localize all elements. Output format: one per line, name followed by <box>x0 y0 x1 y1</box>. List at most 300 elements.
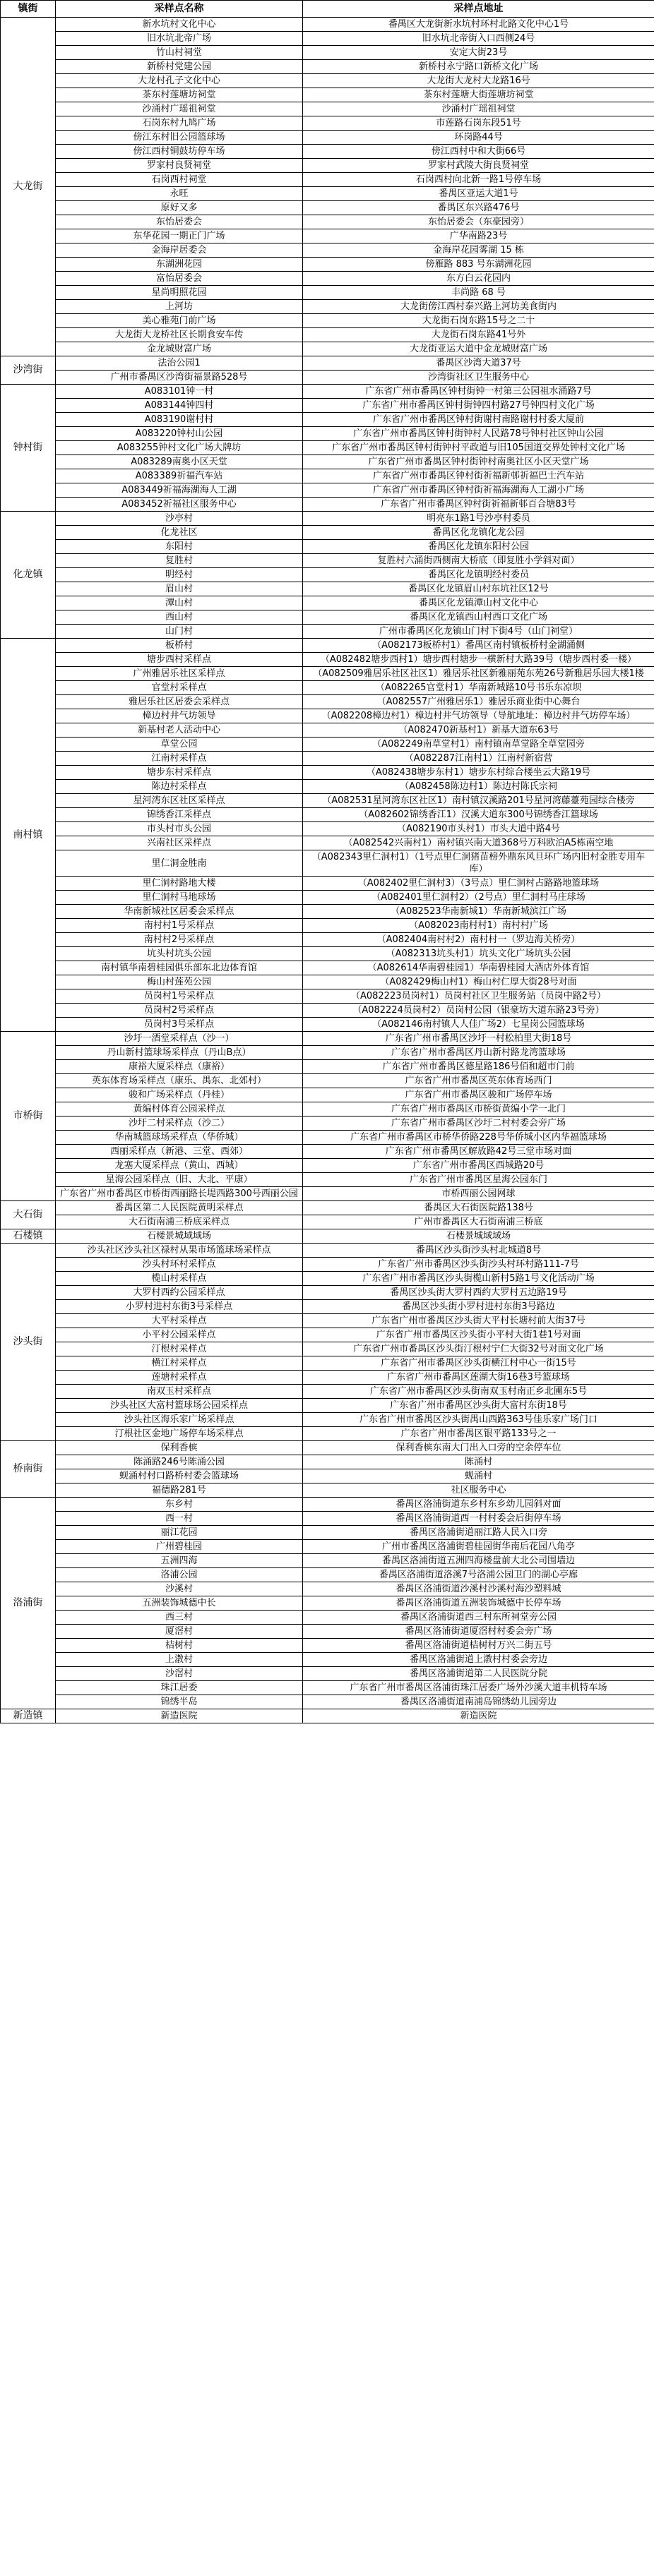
table-row <box>1 639 654 653</box>
table-row <box>1 695 654 709</box>
table-row <box>1 187 654 201</box>
site-address-cell: 番禺区化龙镇西山村西口文化广场 <box>303 610 654 625</box>
site-address-cell: 番禺区化龙镇东阳村公园 <box>303 540 654 554</box>
site-address-cell: 广东省广州市番禺区沙头街禺山西路363号佳乐家广场门口 <box>303 1413 654 1427</box>
site-name-cell: A083220钟村山公园 <box>56 427 303 441</box>
site-address-cell: （A082401里仁洞村2）（2号点）里仁洞村马庄球场 <box>303 891 654 905</box>
site-address-cell: 广东省广州市番禺区解放路42号三堂市场对面 <box>303 1145 654 1159</box>
site-address-cell: 番禺区沙头街沙头村北城道8号 <box>303 1244 654 1258</box>
site-name-cell: 永旺 <box>56 187 303 201</box>
site-address-cell: （A082531星河湾东区社区1）南村镇汉溪路201号星河湾藤薹苑园综合楼旁 <box>303 794 654 808</box>
site-address-cell: 番禺区洛浦街道东乡村东乡幼儿园斜对面 <box>303 1498 654 1512</box>
site-name-cell: 法治公园1 <box>56 356 303 371</box>
town-cell: 洛浦街 <box>1 1498 56 1709</box>
site-name-cell: 草堂公园 <box>56 738 303 752</box>
site-address-cell: 广东省广州市番禺区市桥华侨路228号华侨城小区内华福篮球场 <box>303 1131 654 1145</box>
table-row <box>1 1526 654 1540</box>
table-row <box>1 512 654 526</box>
town-cell: 钟村街 <box>1 385 56 512</box>
site-address-cell: 大龙街石岗东路15号之二十 <box>303 314 654 328</box>
site-name-cell: 明经村 <box>56 568 303 582</box>
town-cell: 沙头街 <box>1 1244 56 1441</box>
site-address-cell: 市莲路石岗东段51号 <box>303 116 654 131</box>
town-cell: 沙湾街 <box>1 356 56 385</box>
site-name-cell: 傍江东村旧公园篮球场 <box>56 131 303 145</box>
table-body <box>1 18 654 1723</box>
site-name-cell: A083452祈福社区服务中心 <box>56 498 303 512</box>
table-row <box>1 709 654 723</box>
site-address-cell: 广华南路23号 <box>303 229 654 243</box>
table-row <box>1 427 654 441</box>
site-name-cell: 小平村公园采样点 <box>56 1328 303 1342</box>
table-row <box>1 1088 654 1102</box>
table-row <box>1 1498 654 1512</box>
town-cell: 市桥街 <box>1 1032 56 1201</box>
site-name-cell: 番禺区第二人民医院黄明采样点 <box>56 1201 303 1215</box>
table-row <box>1 159 654 173</box>
site-name-cell: 沙溪村 <box>56 1582 303 1596</box>
site-address-cell: 保利香槟东南大门出入口旁的空余停车位 <box>303 1441 654 1455</box>
table-row <box>1 18 654 32</box>
table-row <box>1 286 654 300</box>
site-address-cell: 广东省广州市番禺区英东体育场西门 <box>303 1074 654 1088</box>
site-address-cell: （A082557广州雅居乐1）雅居乐商业街中心舞台 <box>303 695 654 709</box>
table-row <box>1 102 654 116</box>
site-address-cell: 番禺区洛浦街道第二人民医院分院 <box>303 1667 654 1681</box>
site-name-cell: 沙头社区海乐家广场采样点 <box>56 1413 303 1427</box>
site-address-cell: 番禺区化龙镇化龙公园 <box>303 526 654 540</box>
site-name-cell: 锦绣半岛 <box>56 1695 303 1709</box>
site-address-cell: 广东省广州市番禺区沙头街大富村东街18号 <box>303 1399 654 1413</box>
site-address-cell: （A082190市头村1）市头大道中路4号 <box>303 822 654 836</box>
table-row <box>1 88 654 102</box>
site-address-cell: 番禺区化龙镇眉山村东坑社区12号 <box>303 582 654 596</box>
site-address-cell: 广东省广州市番禺区钟村街谢村南路谢村村委大厦前 <box>303 413 654 427</box>
site-name-cell: 西三村 <box>56 1611 303 1625</box>
site-address-cell: 旧水坑北帝街入口西侧24号 <box>303 32 654 46</box>
site-name-cell: 西丽采样点（新港、三堂、西郊） <box>56 1145 303 1159</box>
table-row <box>1 723 654 738</box>
site-address-cell: 广东省广州市番禺区西城路20号 <box>303 1159 654 1173</box>
site-name-cell: 新基村老人活动中心 <box>56 723 303 738</box>
table-row <box>1 780 654 794</box>
table-row <box>1 1102 654 1117</box>
table-row <box>1 469 654 483</box>
site-name-cell: 兴南社区采样点 <box>56 836 303 850</box>
table-row <box>1 243 654 258</box>
site-address-cell: 市桥西丽公园网球 <box>303 1187 654 1201</box>
site-name-cell: 星河湾东区社区采样点 <box>56 794 303 808</box>
site-name-cell: 华南城篮球场采样点（华侨城） <box>56 1131 303 1145</box>
site-name-cell: 汀根村采样点 <box>56 1342 303 1356</box>
site-address-cell: 广东省广州市番禺区钟村街钟村人民路78号钟村社区钟山公园 <box>303 427 654 441</box>
site-name-cell: 富怡居委会 <box>56 272 303 286</box>
site-address-cell: 广东省广州市番禺区丹山新村路龙湾篮球场 <box>303 1046 654 1060</box>
site-name-cell: 沙圩二村采样点（沙二） <box>56 1117 303 1131</box>
site-address-cell: 罗家村武陵大街良贤祠堂 <box>303 159 654 173</box>
site-address-cell: （A082287江南村1）江南村新宿营 <box>303 752 654 766</box>
site-address-cell: （A082313坑头村1）坑头文化广场坑头公园 <box>303 947 654 961</box>
site-name-cell: 星海公园采样点（旧、大北、平康） <box>56 1173 303 1187</box>
table-row <box>1 498 654 512</box>
table-row <box>1 258 654 272</box>
header-town: 镇街 <box>1 1 56 18</box>
site-name-cell: 康裕大厦采样点（康裕） <box>56 1060 303 1074</box>
site-address-cell: 大龙街大龙村大龙路16号 <box>303 74 654 88</box>
site-name-cell: 员岗村1号采样点 <box>56 989 303 1004</box>
table-header-row <box>1 1 654 18</box>
site-name-cell: A083101钟一村 <box>56 385 303 399</box>
site-name-cell: 珠江居委 <box>56 1681 303 1695</box>
site-name-cell: 沙头社区沙头社区禄村从果市场篮球场采样点 <box>56 1244 303 1258</box>
site-address-cell: 番禺区洛浦街道上漖村村委会旁边 <box>303 1653 654 1667</box>
table-row <box>1 681 654 695</box>
site-address-cell: 广州市番禺区大石街南浦三桥底 <box>303 1215 654 1229</box>
site-name-cell: 黄编村体育公园采样点 <box>56 1102 303 1117</box>
site-name-cell: 里仁洞村马地球场 <box>56 891 303 905</box>
site-address-cell: 番禺区洛浦街道西一村村委会后街停车场 <box>303 1512 654 1526</box>
table-row <box>1 1483 654 1498</box>
site-address-cell: 番禺区洛浦街道洛溪7号洛浦公园卫门的湖心亭廊 <box>303 1568 654 1582</box>
site-address-cell: （A082523华南新城1）华南新城滨江广场 <box>303 905 654 919</box>
site-address-cell: 番禺区沙湾大道37号 <box>303 356 654 371</box>
site-name-cell: 厦滘村 <box>56 1625 303 1639</box>
site-address-cell: （A082602锦绣香江1）汉溪大道东300号锦绣香江篮球场 <box>303 808 654 822</box>
town-cell: 大龙街 <box>1 18 56 356</box>
site-address-cell: 广东省广州市番禺区钟村街祈福新邨祈福巴士汽车站 <box>303 469 654 483</box>
site-address-cell: 大龙街傍江西村泰兴路上河坊美食街内 <box>303 300 654 314</box>
table-row <box>1 385 654 399</box>
table-row <box>1 1145 654 1159</box>
site-address-cell: 广东省广州市番禺区钟村街钟四村路27号钟四村文化广场 <box>303 399 654 413</box>
site-name-cell: A083449祈福海湖海人工湖 <box>56 483 303 498</box>
site-address-cell: 番禺区洛浦街道五洲四海楼盘前大北公司围墙边 <box>303 1554 654 1568</box>
site-name-cell: 南村村2号采样点 <box>56 933 303 947</box>
site-address-cell: 傍江西村中和大街66号 <box>303 145 654 159</box>
table-row <box>1 272 654 286</box>
site-name-cell: A083190谢村村 <box>56 413 303 427</box>
site-address-cell: （A082265官堂村1）华南新城路10号书乐东凉坝 <box>303 681 654 695</box>
site-address-cell: 番禺区亚运大道1号 <box>303 187 654 201</box>
table-row <box>1 215 654 229</box>
site-name-cell: 眉山村 <box>56 582 303 596</box>
site-name-cell: 五洲四海 <box>56 1554 303 1568</box>
site-name-cell: 南双玉村采样点 <box>56 1385 303 1399</box>
site-name-cell: 沙头村环村采样点 <box>56 1258 303 1272</box>
site-address-cell: 东方白云花园内 <box>303 272 654 286</box>
site-address-cell: 大龙街亚运大道中金龙城财富广场 <box>303 342 654 356</box>
table-row <box>1 173 654 187</box>
table-row <box>1 1018 654 1032</box>
table-row <box>1 1229 654 1244</box>
site-name-cell: 复胜村 <box>56 554 303 568</box>
site-name-cell: 金海岸居委会 <box>56 243 303 258</box>
site-name-cell: 沙涌村广瑶祖祠堂 <box>56 102 303 116</box>
site-name-cell: 大罗村西约公园采样点 <box>56 1286 303 1300</box>
table-row <box>1 975 654 989</box>
site-name-cell: 大石街南浦三桥底采样点 <box>56 1215 303 1229</box>
site-name-cell: 骏和广场采样点（丹桂） <box>56 1088 303 1102</box>
table-row <box>1 738 654 752</box>
table-row <box>1 356 654 371</box>
site-name-cell: 里仁洞金胜南 <box>56 850 303 877</box>
table-row <box>1 1173 654 1187</box>
site-address-cell: 丰尚路 68 号 <box>303 286 654 300</box>
table-row <box>1 1046 654 1060</box>
site-address-cell: 傍雁路 883 号东湖洲花园 <box>303 258 654 272</box>
site-address-cell: （A082509雅居乐社区社区1）雅居乐社区新雅丽苑东苑26号新雅居乐园大楼1楼 <box>303 667 654 681</box>
site-address-cell: 广东省广州市番禺区洛浦街珠江居委广场外沙溪大道丰机特车场 <box>303 1681 654 1695</box>
table-row <box>1 1328 654 1342</box>
table-row <box>1 905 654 919</box>
site-address-cell: 番禺区洛浦街道沙溪村沙溪村海沙塑料城 <box>303 1582 654 1596</box>
table-row <box>1 933 654 947</box>
table-row <box>1 145 654 159</box>
site-name-cell: 罗家村良贤祠堂 <box>56 159 303 173</box>
site-name-cell: 西山村 <box>56 610 303 625</box>
site-address-cell: 广东省广州市番禺区德星路186号佰和超市门前 <box>303 1060 654 1074</box>
table-row <box>1 201 654 215</box>
site-name-cell: 旧水坑北帝广场 <box>56 32 303 46</box>
table-row <box>1 836 654 850</box>
site-name-cell: 沙头社区大富村篮球场公园采样点 <box>56 1399 303 1413</box>
site-name-cell: 大平村采样点 <box>56 1314 303 1328</box>
site-address-cell: （A082458陈边村1）陈边村陈氏宗祠 <box>303 780 654 794</box>
table-row <box>1 667 654 681</box>
site-name-cell: 东华花园一期正门广场 <box>56 229 303 243</box>
site-address-cell: 蚬涌村 <box>303 1469 654 1483</box>
site-address-cell: 广东省广州市番禺区沙圩二村村委会旁广场 <box>303 1117 654 1131</box>
site-address-cell: 金海岸花园雾湖 15 栋 <box>303 243 654 258</box>
site-address-cell: 广东省广州市番禺区沙头街榄山新村5路1号文化活动广场 <box>303 1272 654 1286</box>
table-row <box>1 568 654 582</box>
site-address-cell: 番禺区洛浦街道南浦岛锦绣幼儿园旁边 <box>303 1695 654 1709</box>
site-address-cell: 番禺区洛浦街道五洲装饰城德中长停车场 <box>303 1596 654 1611</box>
site-name-cell: 大龙街大龙桥社区长期食安车传 <box>56 328 303 342</box>
site-address-cell: 新造医院 <box>303 1709 654 1723</box>
site-address-cell: 环岗路44号 <box>303 131 654 145</box>
site-name-cell: 福德路281号 <box>56 1483 303 1498</box>
site-name-cell: 上漖村 <box>56 1653 303 1667</box>
table-row <box>1 1667 654 1681</box>
site-address-cell: 广东省广州市番禺区市桥街黄编小学一北门 <box>303 1102 654 1117</box>
table-row <box>1 1272 654 1286</box>
site-name-cell: 雅居乐社区居委会采样点 <box>56 695 303 709</box>
table-row <box>1 526 654 540</box>
site-address-cell: 复胜村六涌街西侧南大桥底（即复胜小学斜对面） <box>303 554 654 568</box>
site-address-cell: 番禺区洛浦街道丽江路人民入口旁 <box>303 1526 654 1540</box>
table-row <box>1 1385 654 1399</box>
table-row <box>1 766 654 780</box>
site-name-cell: 西一村 <box>56 1512 303 1526</box>
site-address-cell: 番禺区大龙街新水坑村环村北路文化中心1号 <box>303 18 654 32</box>
site-name-cell: 英东体育场采样点（康乐、禺东、北郊村） <box>56 1074 303 1088</box>
site-name-cell: 小罗村进村东街3号采样点 <box>56 1300 303 1314</box>
site-address-cell: 番禺区沙头街大罗村西约大罗村五边路19号 <box>303 1286 654 1300</box>
table-row <box>1 610 654 625</box>
table-row <box>1 1356 654 1371</box>
site-address-cell: 社区服务中心 <box>303 1483 654 1498</box>
site-address-cell: 广东省广州市番禺区沙头街大平村长塘村前大街37号 <box>303 1314 654 1328</box>
site-name-cell: 广州市番禺区沙湾街福景路528号 <box>56 371 303 385</box>
site-name-cell: 官堂村采样点 <box>56 681 303 695</box>
table-row <box>1 441 654 455</box>
table-row <box>1 1399 654 1413</box>
table-row <box>1 328 654 342</box>
site-address-cell: 广东省广州市番禺区银平路133号之一 <box>303 1427 654 1441</box>
site-address-cell: （A082208樟边村1）樟边村井气坊领导（导航地址：樟边村井气坊停车场） <box>303 709 654 723</box>
table-row <box>1 1653 654 1667</box>
table-row <box>1 752 654 766</box>
site-address-cell: （A082173板桥村1）番禺区南村镇板桥村金湖涌侧 <box>303 639 654 653</box>
table-row <box>1 794 654 808</box>
site-name-cell: 龙塞大厦采样点（黄山、西城） <box>56 1159 303 1173</box>
site-name-cell: 东乡村 <box>56 1498 303 1512</box>
site-name-cell: 市头村市头公园 <box>56 822 303 836</box>
site-name-cell: 石楼景城域域场 <box>56 1229 303 1244</box>
site-name-cell: 沙亭村 <box>56 512 303 526</box>
site-name-cell: 榄山村采样点 <box>56 1272 303 1286</box>
table-row <box>1 1258 654 1272</box>
site-name-cell: 员岗村2号采样点 <box>56 1004 303 1018</box>
site-address-cell: （A082146南村镇人人佳广场2）七星岗公园篮球场 <box>303 1018 654 1032</box>
site-name-cell: 五洲装饰城德中长 <box>56 1596 303 1611</box>
site-address-cell: 大龙街石岗东路41号外 <box>303 328 654 342</box>
table-row <box>1 229 654 243</box>
site-name-cell: 沙圩一酒堂采样点（沙一） <box>56 1032 303 1046</box>
site-name-cell: 上河坊 <box>56 300 303 314</box>
site-name-cell: 东湖洲花园 <box>56 258 303 272</box>
site-address-cell: 广东省广州市番禺区沙头街小平村大街1巷1号对面 <box>303 1328 654 1342</box>
site-address-cell: 广东省广州市番禺区沙头街汀根村宁仁大街32号对面文化广场 <box>303 1342 654 1356</box>
site-address-cell: 东怡居委会（东豪园旁） <box>303 215 654 229</box>
site-name-cell: 竹山村祠堂 <box>56 46 303 60</box>
town-cell: 大石街 <box>1 1201 56 1229</box>
site-name-cell: 原好又多 <box>56 201 303 215</box>
table-row <box>1 1004 654 1018</box>
table-row <box>1 1371 654 1385</box>
table-row <box>1 1540 654 1554</box>
table-row <box>1 32 654 46</box>
site-address-cell: 石岗西村向北新一路1号停车场 <box>303 173 654 187</box>
site-name-cell: 东阳村 <box>56 540 303 554</box>
site-address-cell: 番禺区洛浦街道西三村东所祠堂旁公园 <box>303 1611 654 1625</box>
town-cell: 新造镇 <box>1 1709 56 1723</box>
site-name-cell: 沙滘村 <box>56 1667 303 1681</box>
site-name-cell: 保利香槟 <box>56 1441 303 1455</box>
site-address-cell: 番禺区沙头街小罗村进村东街3号路边 <box>303 1300 654 1314</box>
table-row <box>1 1413 654 1427</box>
site-name-cell: 横江村采样点 <box>56 1356 303 1371</box>
table-row <box>1 582 654 596</box>
table-row <box>1 1681 654 1695</box>
site-name-cell: A083289南奥小区天堂 <box>56 455 303 469</box>
town-cell: 南村镇 <box>1 639 56 1032</box>
site-address-cell: 广东省广州市番禺区骏和广场停车场 <box>303 1088 654 1102</box>
site-name-cell: 里仁洞村路地大楼 <box>56 877 303 891</box>
site-name-cell: 山门村 <box>56 625 303 639</box>
table-row <box>1 399 654 413</box>
site-name-cell: 南村镇华南碧桂园俱乐部东北边体育馆 <box>56 961 303 975</box>
site-address-cell: 广东省广州市番禺区星海公园东门 <box>303 1173 654 1187</box>
table-row <box>1 808 654 822</box>
site-name-cell: 南村村1号采样点 <box>56 919 303 933</box>
table-row <box>1 1215 654 1229</box>
table-row <box>1 1582 654 1596</box>
site-name-cell: 塘步东村采样点 <box>56 766 303 780</box>
site-name-cell: 茶东村莲塘坊祠堂 <box>56 88 303 102</box>
table-row <box>1 1074 654 1088</box>
table-row <box>1 60 654 74</box>
town-cell: 桥南街 <box>1 1441 56 1498</box>
site-address-cell: （A082402里仁洞村3）（3号点）里仁洞村占路路地篮球场 <box>303 877 654 891</box>
site-address-cell: （A082249南草堂村1）南村镇南草堂路全草堂园旁 <box>303 738 654 752</box>
table-row <box>1 371 654 385</box>
site-name-cell: 石岗西村祠堂 <box>56 173 303 187</box>
site-address-cell: 番禺区东兴路476号 <box>303 201 654 215</box>
table-row <box>1 1286 654 1300</box>
table-row <box>1 314 654 328</box>
table-row <box>1 1469 654 1483</box>
table-row <box>1 342 654 356</box>
site-address-cell: 新桥村永宁路口新桥文化广场 <box>303 60 654 74</box>
site-name-cell: 新造医院 <box>56 1709 303 1723</box>
site-name-cell: 莲塘村采样点 <box>56 1371 303 1385</box>
site-name-cell: 板桥村 <box>56 639 303 653</box>
site-name-cell: A083389祈福汽车站 <box>56 469 303 483</box>
table-row <box>1 483 654 498</box>
table-row <box>1 1117 654 1131</box>
table-row <box>1 1201 654 1215</box>
site-address-cell: （A082224员岗村2）员岗村公园（银豪坊大道东路23号旁） <box>303 1004 654 1018</box>
table-row <box>1 596 654 610</box>
table-row <box>1 1060 654 1074</box>
table-row <box>1 554 654 568</box>
header-site-address: 采样点地址 <box>303 1 654 18</box>
site-name-cell: 汀根社区金地广场停车场采样点 <box>56 1427 303 1441</box>
site-address-cell: （A082470新基村1）新基大道东63号 <box>303 723 654 738</box>
site-name-cell: 樟边村井气坊领导 <box>56 709 303 723</box>
site-address-cell: 广东省广州市番禺区钟村街祈福新邨百合塘83号 <box>303 498 654 512</box>
town-cell: 化龙镇 <box>1 512 56 639</box>
table-row <box>1 1568 654 1582</box>
site-name-cell: 广州雅居乐社区采样点 <box>56 667 303 681</box>
site-name-cell: 新水坑村文化中心 <box>56 18 303 32</box>
site-address-cell: （A082482塘步西村1）塘步西村塘步一横新村大路39号（塘步西村委一楼） <box>303 653 654 667</box>
site-name-cell: 东怡居委会 <box>56 215 303 229</box>
table-row <box>1 1187 654 1201</box>
header-site-name: 采样点名称 <box>56 1 303 18</box>
table-row <box>1 947 654 961</box>
site-address-cell: 广东省广州市番禺区钟村街钟村平政道与旧105国道交界处钟村文化广场 <box>303 441 654 455</box>
site-name-cell: 丹山新村篮球场采样点（丹山B点） <box>56 1046 303 1060</box>
site-address-cell: 广东省广州市番禺区沙头街沙头村环村路111-7号 <box>303 1258 654 1272</box>
table-row <box>1 822 654 836</box>
site-address-cell: 番禺区洛浦街道桔树村万兴二街五号 <box>303 1639 654 1653</box>
table-row <box>1 540 654 554</box>
table-row <box>1 961 654 975</box>
site-name-cell: 石岗东村九鸠广场 <box>56 116 303 131</box>
site-name-cell: 化龙社区 <box>56 526 303 540</box>
site-address-cell: 广东省广州市番禺区钟村街钟一村第三公园祖水涌路7号 <box>303 385 654 399</box>
site-address-cell: 广东省广州市番禺区沙头街横江村中心一街15号 <box>303 1356 654 1371</box>
table-row <box>1 46 654 60</box>
table-row <box>1 1032 654 1046</box>
site-address-cell: 广东省广州市番禺区钟村街钟村南奥社区小区天堂广场 <box>303 455 654 469</box>
site-address-cell: 明亮东1路1号沙亭村委员 <box>303 512 654 526</box>
table-row <box>1 891 654 905</box>
site-name-cell: 潭山村 <box>56 596 303 610</box>
